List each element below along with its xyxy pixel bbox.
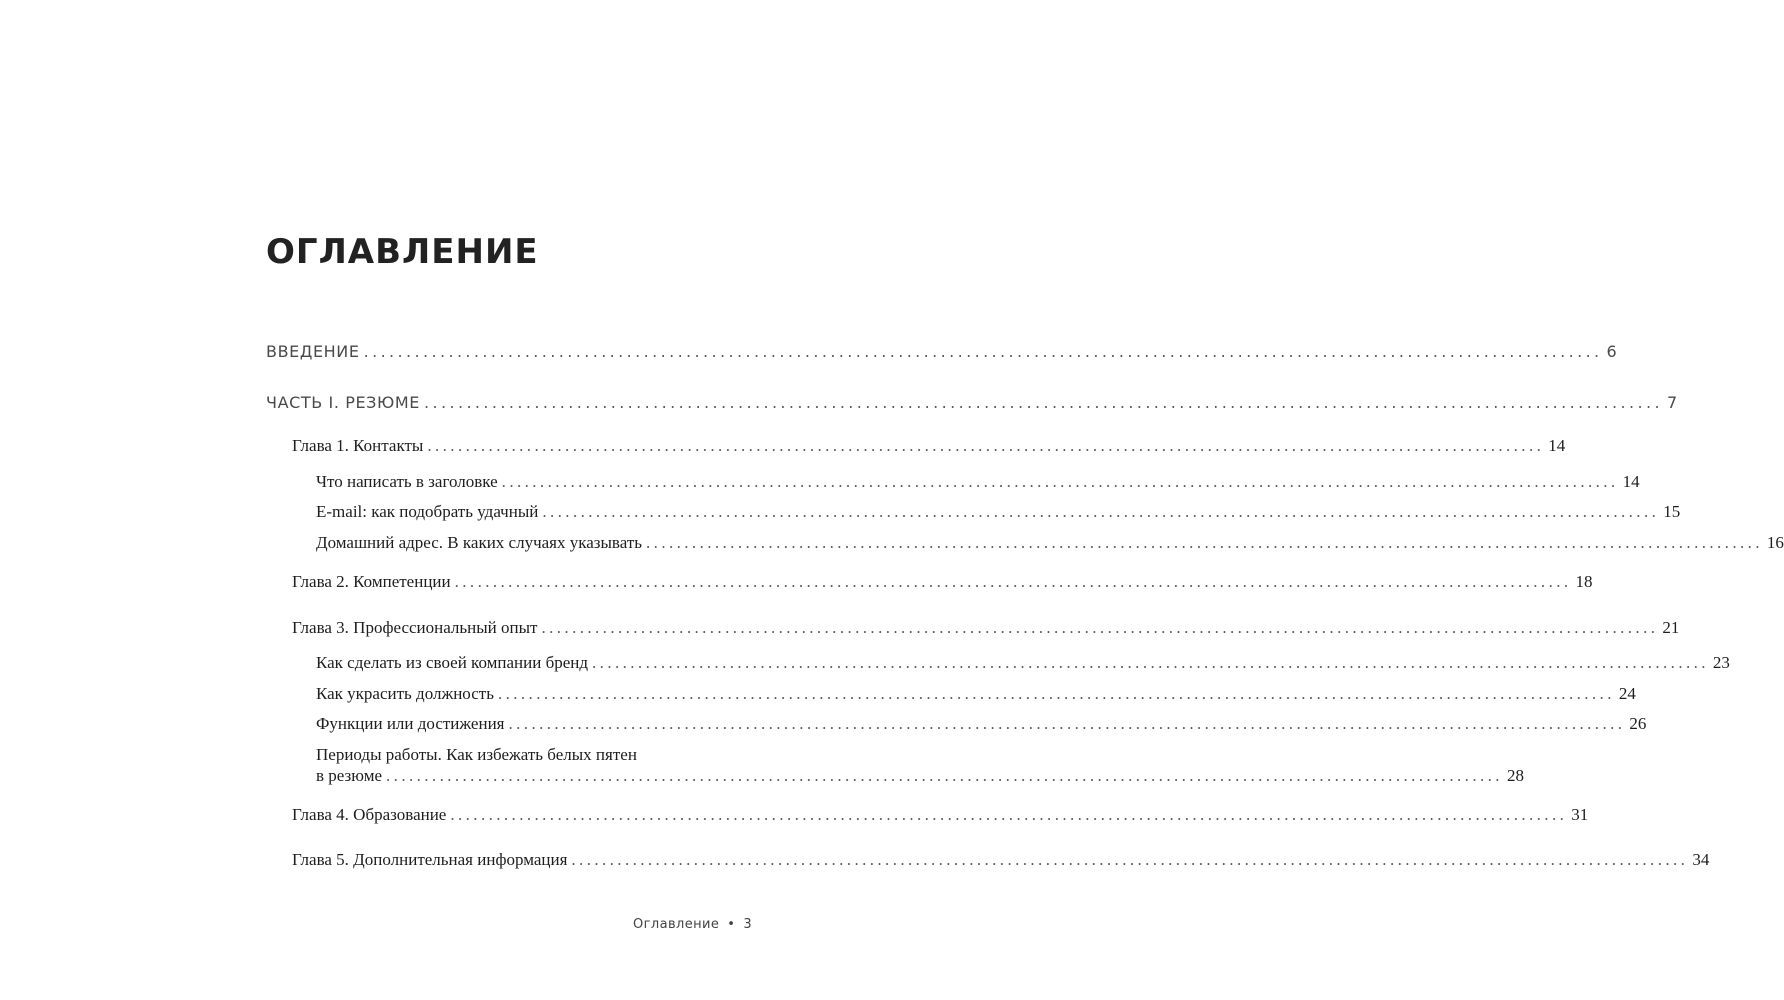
dot-leader: ..................................................................................................................................................: [386, 766, 1503, 785]
toc-page-number: 23: [1712, 653, 1730, 672]
toc-entry-section: [316, 502, 1681, 522]
toc-entry-label: E-mail: как подобрать удачный: [316, 502, 539, 521]
toc-entry-chapter-4: [292, 805, 1589, 825]
toc-entry-chapter-5: [292, 850, 1710, 870]
toc-entry-label-line-2: в резюме: [316, 766, 383, 785]
dot-leader: ..................................................................................................................................................: [427, 436, 1545, 455]
toc-entry-section: [316, 472, 1640, 492]
page-title: ОГЛАВЛЕНИЕ: [266, 232, 539, 272]
toc-entry-label: Глава 3. Профессиональный опыт: [292, 618, 538, 637]
toc-entry-section: [316, 653, 1730, 673]
toc-entry-label: Что написать в заголовке: [316, 472, 498, 491]
toc-page-number: 14: [1622, 472, 1640, 491]
toc-page-number: 14: [1548, 436, 1566, 455]
toc-entry-label: Глава 1. Контакты: [292, 436, 424, 455]
toc-page-number: 7: [1666, 393, 1678, 412]
dot-leader: ..................................................................................................................................................: [646, 533, 1763, 552]
toc-entry-intro: [266, 342, 1618, 361]
toc-page-number: 16: [1766, 533, 1784, 552]
toc-entry-label: Глава 5. Дополнительная информация: [292, 850, 568, 869]
toc-entry-label: ЧАСТЬ I. РЕЗЮМЕ: [266, 393, 421, 412]
toc-entry-section: [316, 533, 1784, 553]
bullet-icon: •: [727, 917, 736, 932]
toc-page-number: 26: [1629, 714, 1647, 733]
toc-entry-label: Глава 4. Образование: [292, 805, 447, 824]
dot-leader: ..................................................................................................................................................: [542, 502, 1660, 521]
toc-page-number: 15: [1663, 502, 1681, 521]
dot-leader: ..................................................................................................................................................: [571, 850, 1689, 869]
toc-page-number: 6: [1606, 342, 1618, 361]
toc-entry-chapter-3: [292, 618, 1680, 638]
footer-section-title: Оглавление: [633, 917, 720, 932]
toc-entry-label: ВВЕДЕНИЕ: [266, 342, 360, 361]
toc-entry-chapter-2: [292, 572, 1593, 592]
toc-entry-label: Домашний адрес. В каких случаях указывать: [316, 533, 643, 552]
toc-page-number: 18: [1575, 572, 1593, 591]
dot-leader: ..................................................................................................................................................: [592, 653, 1709, 672]
toc-entry-section: [316, 684, 1636, 704]
dot-leader: ..................................................................................................................................................: [501, 472, 1619, 491]
toc-entry-label: Глава 2. Компетенции: [292, 572, 451, 591]
running-footer: [633, 917, 752, 932]
toc-page-number: 34: [1692, 850, 1710, 869]
toc-entry-part-1: [266, 393, 1678, 412]
toc-page-number: 21: [1662, 618, 1680, 637]
toc-entry-label-line-1: Периоды работы. Как избежать белых пятен: [316, 745, 637, 764]
dot-leader: ..................................................................................................................................................: [363, 342, 1603, 361]
footer-page-number: 3: [743, 917, 753, 932]
dot-leader: ..................................................................................................................................................: [497, 684, 1615, 703]
dot-leader: ..................................................................................................................................................: [450, 805, 1568, 824]
toc-page-number: 24: [1618, 684, 1636, 703]
toc-entry-section: [316, 714, 1647, 734]
dot-leader: ..................................................................................................................................................: [508, 714, 1626, 733]
toc-entry-label: Как украсить должность: [316, 684, 494, 703]
toc-entry-label: Функции или достижения: [316, 714, 505, 733]
dot-leader: ..................................................................................................................................................: [541, 618, 1659, 637]
dot-leader: ..................................................................................................................................................: [454, 572, 1572, 591]
toc-page-number: 28: [1506, 766, 1524, 785]
toc-entry-label: Как сделать из своей компании бренд: [316, 653, 589, 672]
dot-leader: ..................................................................................................................................................: [424, 393, 1663, 412]
toc-entry-section: [316, 766, 1524, 786]
toc-page-number: 31: [1571, 805, 1589, 824]
toc-entry-chapter-1: [292, 436, 1566, 456]
